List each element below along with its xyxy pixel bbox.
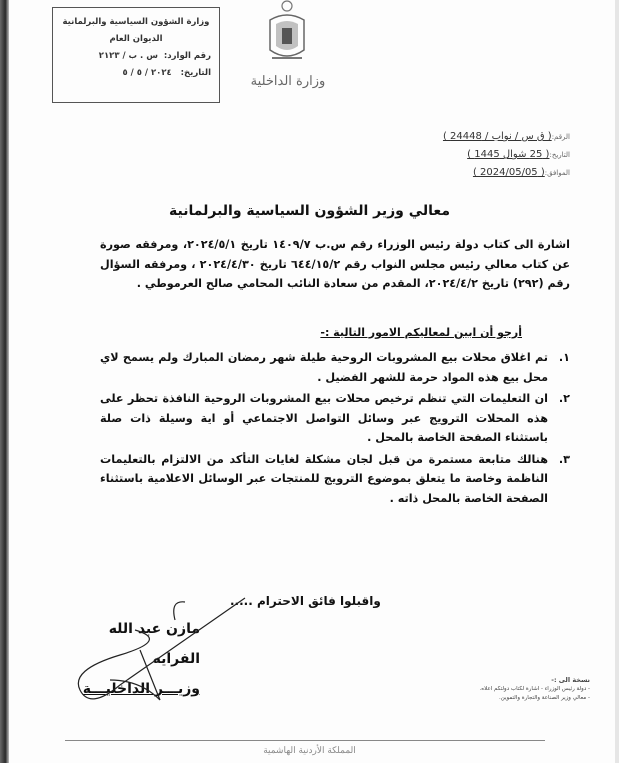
ref-hijri-value: ( 25 شوال 1445 ) <box>467 149 550 160</box>
ref-number-value: ( ق س / نواب / 24448 ) <box>442 131 552 142</box>
signatory-name: مازن عبد الله الفرايه <box>108 621 200 667</box>
copy-recipient-text: دولة رئيس الوزراء - اشارة لكتاب دولتكم اعلاه. <box>479 686 587 692</box>
copies-heading: نسخة الى :- <box>551 676 590 684</box>
item-text: ان التعليمات التي تنظم ترخيص محلات بيع المشروبات الروحية النافذة تحظر على هذه المحلات الترويج عبر وسائل التواصل الاجتماعي أو اية وسيلة ذات صلة باستثناء الصفحة الخاصة بالمحل . <box>100 392 548 444</box>
item-number: ١. <box>558 351 570 364</box>
copy-recipient: - دولة رئيس الوزراء - اشارة لكتاب دولتكم اعلاه. <box>479 686 590 692</box>
list-item <box>100 389 570 448</box>
footer-text: المملكة الأردنية الهاشمية <box>263 746 356 756</box>
item-number: ٢. <box>558 392 570 405</box>
ref-hijri-date <box>420 146 570 164</box>
copy-recipient: - معالي وزير الصناعة والتجارة والتموين. <box>499 695 590 701</box>
ref-gregorian-date <box>420 164 570 182</box>
scan-edge <box>0 0 9 763</box>
points-list <box>100 348 570 510</box>
stamp-date-label: التاريخ: <box>180 68 211 78</box>
handwritten-signature <box>60 590 250 710</box>
ref-number-label: الرقم: <box>551 133 570 141</box>
incoming-stamp <box>52 7 220 103</box>
scan-edge-right <box>615 0 619 763</box>
addressee: معالي وزير الشؤون السياسية والبرلمانية <box>169 203 450 219</box>
item-number: ٣. <box>558 452 570 466</box>
stamp-incoming-label: رقم الوارد: <box>163 51 211 61</box>
ref-hijri-label: التاريخ: <box>549 151 570 159</box>
ministry-logo: وزارة الداخلية <box>250 74 326 89</box>
request-line: أرجو أن ابين لمعاليكم الامور التالية :- <box>320 326 522 339</box>
ref-gregorian-label: الموافق: <box>544 169 570 177</box>
stamp-ministry: وزارة الشؤون السياسية والبرلمانية <box>62 17 210 27</box>
intro-paragraph: اشارة الى كتاب دولة رئيس الوزراء رقم س.ب ١٤٠٩/٧ تاريخ ٢٠٢٤/٥/١، ومرفقه صورة عن كتاب معالي رئيس مجلس النواب رقم ٦٤٤/١٥/٢ تاريخ ٢٠٢٤/٤/٣٠ ، ومرفقه السؤال رقم (٢٩٢) تاريخ ٢٠٢٤/٤/٢، المقدم من سعادة النائب المحامي صالح العرموطي . <box>100 238 570 290</box>
list-item <box>100 450 570 509</box>
copy-recipient-text: معالي وزير الصناعة والتجارة والتموين. <box>499 695 587 701</box>
item-text: هنالك متابعة مستمرة من قبل لجان مشكلة لغايات التأكد من الالتزام بالتعليمات الناظمة وخاصة ما يتعلق بموضوع الترويج للمنتجات عبر الوسائل الاعلامية باستثناء الصفحة الخاصة بالمحل ذاته . <box>100 452 548 505</box>
coat-of-arms-icon <box>262 0 312 66</box>
closing: واقبلوا فائق الاحترام ..... <box>230 594 381 608</box>
signatory-title: وزيـــر الداخليـــة <box>82 681 200 697</box>
stamp-date <box>61 65 211 82</box>
stamp-incoming-value: س . ب / ٢١٢٣ <box>98 51 158 61</box>
stamp-date-value: ٢٠٢٤ / ٥ / ٥ <box>122 68 172 78</box>
stamp-department: الديوان العام <box>109 34 163 44</box>
footer-divider <box>65 740 545 741</box>
reference-block <box>420 128 570 182</box>
copies-block <box>440 676 590 703</box>
list-item <box>100 348 570 387</box>
ref-gregorian-value: ( 2024/05/05 ) <box>472 167 545 178</box>
stamp-incoming-number <box>61 48 211 65</box>
ref-number <box>420 128 570 146</box>
item-text: تم اغلاق محلات بيع المشروبات الروحية طيلة شهر رمضان المبارك ولم يسمح لاي محل بيع هذه المواد حرمة للشهر الفضيل . <box>100 351 548 384</box>
